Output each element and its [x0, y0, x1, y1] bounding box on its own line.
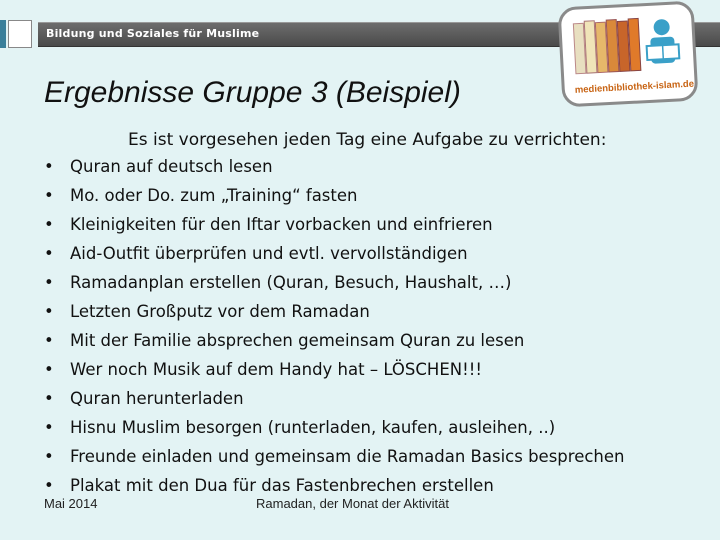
bullet-icon: • [44, 302, 54, 321]
bullet-icon: • [44, 418, 54, 437]
bookshelf-icon [561, 4, 694, 81]
list-item [44, 413, 624, 442]
list-item [44, 210, 624, 239]
bullet-icon: • [44, 447, 54, 466]
bullet-icon: • [44, 215, 54, 234]
list-item [44, 181, 624, 210]
bullet-icon: • [44, 157, 54, 176]
left-accent-bar [0, 20, 6, 48]
bullet-icon: • [44, 331, 54, 350]
list-item [44, 355, 624, 384]
header-banner-text: Bildung und Soziales für Muslime [46, 27, 260, 40]
footer-date: Mai 2014 [44, 496, 98, 511]
logo-text: medienbibliothek-islam.de [574, 78, 695, 96]
slide-intro: Es ist vorgesehen jeden Tag eine Aufgabe zu verrichten: [128, 130, 607, 150]
list-item-text: Quran auf deutsch lesen [70, 157, 273, 176]
list-item-text: Plakat mit den Dua für das Fastenbrechen erstellen [70, 476, 494, 495]
bullet-icon: • [44, 360, 54, 379]
list-item [44, 152, 624, 181]
list-item-text: Mit der Familie absprechen gemeinsam Quran zu lesen [70, 331, 525, 350]
list-item [44, 268, 624, 297]
list-item-text: Mo. oder Do. zum „Training“ fasten [70, 186, 358, 205]
list-item [44, 442, 624, 471]
bullet-icon: • [44, 244, 54, 263]
list-item-text: Wer noch Musik auf dem Handy hat – LÖSCHEN!!! [70, 360, 482, 379]
list-item [44, 297, 624, 326]
list-item [44, 326, 624, 355]
list-item-text: Hisnu Muslim besorgen (runterladen, kaufen, ausleihen, ..) [70, 418, 556, 437]
slide-title: Ergebnisse Gruppe 3 (Beispiel) [44, 76, 461, 109]
bullet-icon: • [44, 186, 54, 205]
footer-caption: Ramadan, der Monat der Aktivität [256, 496, 449, 511]
bullet-icon: • [44, 476, 54, 495]
bullet-icon: • [44, 273, 54, 292]
list-item-text: Kleinigkeiten für den Iftar vorbacken und einfrieren [70, 215, 493, 234]
list-item-text: Quran herunterladen [70, 389, 244, 408]
logo [557, 1, 698, 108]
bullet-list [44, 152, 624, 500]
list-item [44, 384, 624, 413]
bullet-icon: • [44, 389, 54, 408]
nav-square [8, 20, 32, 48]
list-item-text: Freunde einladen und gemeinsam die Ramadan Basics besprechen [70, 447, 625, 466]
list-item-text: Ramadanplan erstellen (Quran, Besuch, Haushalt, …) [70, 273, 512, 292]
list-item [44, 239, 624, 268]
list-item-text: Letzten Großputz vor dem Ramadan [70, 302, 370, 321]
list-item-text: Aid-Outfit überprüfen und evtl. vervollständigen [70, 244, 468, 263]
